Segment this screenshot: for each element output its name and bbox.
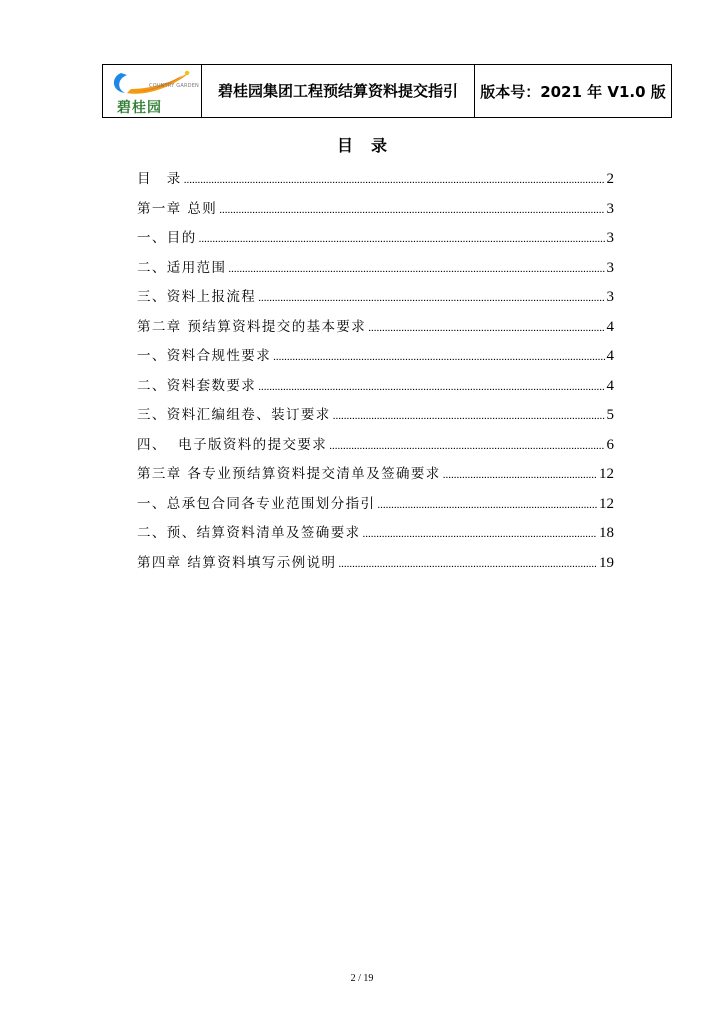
toc-entry-title: 第三章 各专业预结算资料提交清单及签确要求 bbox=[137, 466, 441, 482]
toc-entry-title: 第一章 总则 bbox=[137, 200, 218, 217]
toc-entry[interactable] bbox=[137, 284, 614, 314]
document-header bbox=[102, 64, 672, 118]
toc-entry[interactable] bbox=[137, 491, 614, 521]
toc-entry-page: 3 bbox=[606, 289, 614, 305]
toc-leader-dots bbox=[377, 492, 597, 518]
toc-entry[interactable] bbox=[137, 402, 614, 432]
toc-leader-dots bbox=[199, 226, 605, 252]
toc-entry-title: 四、 电子版资料的提交要求 bbox=[137, 436, 328, 453]
toc-entry-page: 19 bbox=[599, 554, 614, 571]
logo-english-text: COUNTRY GARDEN bbox=[149, 83, 199, 89]
toc-leader-dots bbox=[258, 374, 604, 400]
toc-entry-page: 12 bbox=[599, 466, 614, 482]
toc-leader-dots bbox=[368, 315, 604, 341]
toc-entry[interactable] bbox=[137, 550, 614, 580]
company-logo bbox=[103, 65, 201, 117]
toc-leader-dots bbox=[184, 167, 605, 193]
toc-entry[interactable] bbox=[137, 343, 614, 373]
toc-entry-title: 二、适用范围 bbox=[137, 259, 227, 276]
toc-entry-title: 一、总承包合同各专业范围划分指引 bbox=[137, 495, 376, 512]
toc-entry[interactable] bbox=[137, 461, 614, 491]
document-title-text: 碧桂园集团工程预结算资料提交指引 bbox=[218, 82, 459, 100]
toc-entry-page: 4 bbox=[606, 377, 614, 394]
toc-leader-dots bbox=[258, 285, 604, 311]
toc-entry[interactable] bbox=[137, 255, 614, 285]
toc-entry-title: 一、目的 bbox=[137, 230, 197, 246]
toc-entry-title: 第四章 结算资料填写示例说明 bbox=[137, 554, 337, 571]
toc-entry[interactable] bbox=[137, 432, 614, 462]
logo-cell bbox=[103, 65, 202, 118]
toc-entry-title: 三、资料汇编组卷、装订要求 bbox=[137, 407, 331, 423]
toc-heading: 目录 bbox=[336, 136, 405, 155]
page-number: 2 / 19 bbox=[350, 973, 374, 984]
toc-entry-page: 5 bbox=[606, 407, 614, 423]
toc-entry-page: 12 bbox=[599, 495, 614, 512]
toc-entry-title: 二、预、结算资料清单及签确要求 bbox=[137, 525, 361, 541]
toc-leader-dots bbox=[443, 462, 597, 488]
toc-entry[interactable] bbox=[137, 166, 614, 196]
toc-leader-dots bbox=[333, 403, 605, 429]
toc-leader-dots bbox=[363, 521, 598, 547]
document-title bbox=[202, 65, 475, 118]
toc-entry-title: 第二章 预结算资料提交的基本要求 bbox=[137, 318, 367, 335]
toc-entry-page: 3 bbox=[606, 259, 614, 276]
toc-entry[interactable] bbox=[137, 196, 614, 226]
toc-entry-page: 18 bbox=[599, 525, 614, 541]
toc-entry-page: 3 bbox=[606, 200, 614, 217]
toc-entry-title: 一、资料合规性要求 bbox=[137, 348, 272, 364]
toc-entry[interactable] bbox=[137, 373, 614, 403]
toc-entry-title: 二、资料套数要求 bbox=[137, 377, 257, 394]
version-label: 版本号：2021 年 V1.0 版 bbox=[475, 65, 672, 118]
toc-entry-page: 2 bbox=[606, 171, 614, 187]
logo-chinese-text: 碧桂园 bbox=[117, 100, 162, 116]
toc-leader-dots bbox=[228, 256, 604, 282]
toc-entry-title: 三、资料上报流程 bbox=[137, 289, 257, 305]
toc-entry-page: 3 bbox=[606, 230, 614, 246]
table-of-contents bbox=[137, 166, 614, 579]
toc-leader-dots bbox=[219, 197, 604, 223]
toc-entry[interactable] bbox=[137, 225, 614, 255]
toc-leader-dots bbox=[329, 433, 604, 459]
toc-entry-title: 目 录 bbox=[137, 171, 182, 187]
toc-entry-page: 6 bbox=[606, 436, 614, 453]
toc-leader-dots bbox=[273, 344, 604, 370]
toc-leader-dots bbox=[338, 551, 597, 577]
toc-entry-page: 4 bbox=[606, 318, 614, 335]
toc-entry[interactable] bbox=[137, 520, 614, 550]
toc-entry-page: 4 bbox=[606, 348, 614, 364]
toc-entry[interactable] bbox=[137, 314, 614, 344]
